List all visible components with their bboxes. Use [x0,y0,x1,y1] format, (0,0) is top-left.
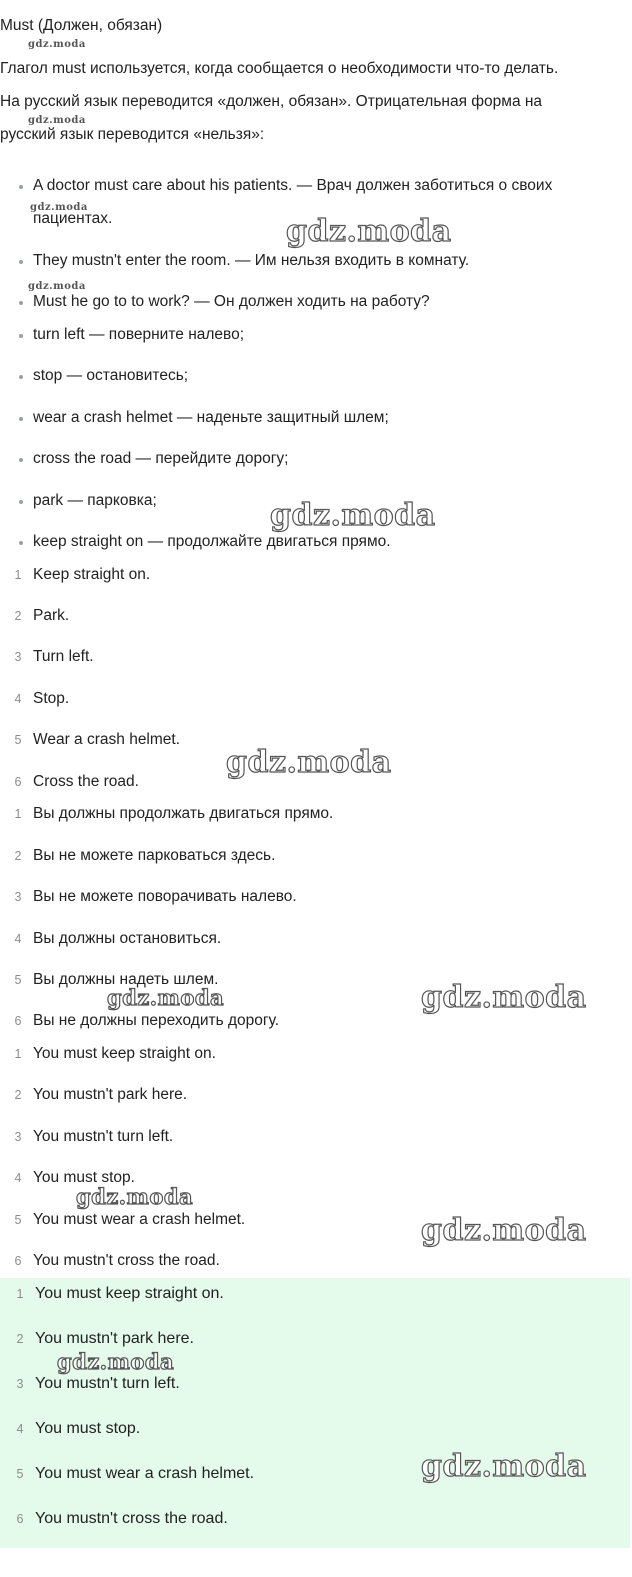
watermark-logo: gdz.moda [270,498,436,533]
answer-box: 1 You must keep straight on. 2 You mustn't park here. 3 You mustn't turn left. 4 You must stop. 5 You must wear a crash helmet. 6 You mustn't cross the road. [0,1278,630,1548]
bullet-icon [19,541,23,545]
watermark-logo: gdz.moda [28,115,86,126]
watermark-logo: gdz.moda [421,980,587,1015]
page-title: Must (Должен, обязан) [0,17,163,34]
watermark-logo: gdz.moda [286,214,452,249]
bullet-icon [19,334,23,338]
bullet-icon [19,375,23,379]
bullet-icon [19,417,23,421]
watermark-logo: gdz.moda [30,202,88,213]
bullet-icon [19,260,23,264]
watermark-logo: gdz.moda [28,39,86,50]
intro-line-3: русский язык переводится «нельзя»: [0,126,265,143]
watermark-logo: gdz.moda [57,1349,175,1374]
intro-line-2: На русский язык переводится «должен, обязан». Отрицательная форма на [0,93,543,110]
watermark-logo: gdz.moda [421,1449,587,1484]
bullet-icon [19,458,23,462]
watermark-logo: gdz.moda [107,985,225,1010]
bullet-icon [19,185,23,189]
intro-line-1: Глагол must используется, когда сообщается о необходимости что-то делать. [0,60,559,77]
bullet-icon [19,301,23,305]
watermark-logo: gdz.moda [76,1184,194,1209]
watermark-logo: gdz.moda [226,745,392,780]
bullet-icon [19,500,23,504]
watermark-logo: gdz.moda [421,1213,587,1248]
watermark-logo: gdz.moda [28,281,86,292]
